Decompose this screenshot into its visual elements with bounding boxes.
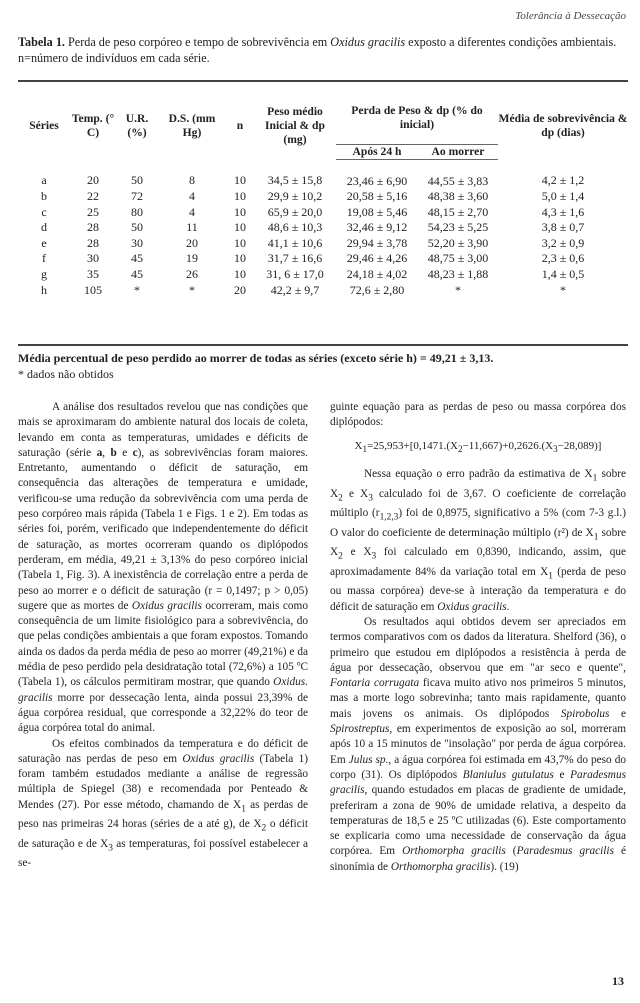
cell-serie: a	[41, 173, 47, 188]
cell-temp: 22	[87, 189, 99, 204]
cell-serie: c	[41, 204, 47, 219]
cell-ds: 20	[186, 235, 198, 250]
cell-ur: 72	[131, 189, 143, 204]
right-paragraph-2: Nessa equação o erro padrão da estimativa de $X_1$ sobre $X_2$ e $X_3$ calculado foi de 3,67. O coeficiente de correlação múltiplo $(r_{1,2,3})$ foi de 0,8975, significativo a 5% (com 7-3 g.l.) O valor do coeficiente de determinação múltiplo (r²) de $X_1$ sobre $X_2$ e $X_3$ foi calculado em 0,8390, indicando, assim, que aproximadamente 84% da variação total em $X_1$ (perda de peso ou massa corpórea) deve-se à interação da temperatura e do déficit de saturação em Oxidus gracilis.	[330, 468, 627, 613]
left-paragraph-1: A análise dos resultados revelou que nas condições que mais se aproximaram do ambiente natural dos locais de coleta, levando em conta as temperaturas, umidades e déficits de saturação (série a, b e c), as sobrevivências foram maiores. Entretanto, aumentando o déficit de saturação, em consequência das alterações de temperatura e umidade, verificou-se uma redução da sobrevivência com uma perda de peso corpóreo mais rápida (Tabela 1 e Figs. 1 e 2). Em todas as séries foi, porém, verificado que independentemente do déficit de saturação, as mortes ocorreram quando os diplópodos perderam, em média, 49,21 ± 3,13% do peso corpóreo inicial (Tabela 1, Fig. 3). A inexistência de correlação entre a perda de peso ao morrer e o déficit de saturação (r = 0,1497; p > 0,05) sugere que as mortes de Oxidus gracilis ocorreram, mais como consequência de um limite fisiológico para a sobrevivência, do que pelas condições ambientais a que foram expostos. Tomando ainda os dados da perda média de peso ao morrer (49,21%) e da média de peso perdido pela desidratação total (72,6%) a 105 ºC (Tabela 1), os cálculos permitiram mostrar, que quando Oxidus. gracilis morre por dessecação lenta, ainda possui 23,39% de água corpórea residual, que corresponde a 32,22% do teor de água corpórea total do animal.	[18, 401, 309, 735]
cell-serie: h	[41, 282, 47, 297]
cell-ur: 45	[131, 267, 143, 282]
cell-ds: 4	[189, 189, 195, 204]
cell-peso: 31, 6 ± 17,0	[266, 267, 324, 282]
cell-peso: 31,7 ± 16,6	[267, 251, 323, 266]
caption-label: Tabela 1.	[18, 35, 65, 49]
cell-serie: g	[41, 267, 47, 282]
cell-n: 10	[234, 173, 246, 188]
cell-ao-morrer: *	[455, 282, 461, 297]
cell-ds: 4	[189, 204, 195, 219]
left-column	[18, 400, 308, 872]
header-peso: Peso médio Inicial & dp (mg)	[265, 104, 325, 146]
cell-serie: f	[42, 251, 46, 266]
cell-temp: 25	[87, 204, 99, 219]
cell-ds: 26	[186, 267, 198, 282]
cell-apos24: 19,08 ± 5,46	[346, 204, 408, 219]
header-temp: Temp. (° C)	[71, 111, 115, 139]
cell-apos24: 20,58 ± 5,16	[346, 189, 408, 204]
right-column	[330, 400, 626, 875]
header-n: n	[236, 118, 244, 132]
cell-peso: 29,9 ± 10,2	[267, 189, 323, 204]
cell-apos24: 32,46 ± 9,12	[346, 220, 408, 235]
cell-apos24: 29,94 ± 3,78	[346, 235, 408, 250]
cell-ur: 50	[131, 173, 143, 188]
cell-media: 2,3 ± 0,6	[541, 251, 585, 266]
cell-media: 3,2 ± 0,9	[541, 235, 585, 250]
cell-peso: 34,5 ± 15,8	[267, 173, 323, 188]
missing-note: * dados não obtidos	[18, 367, 114, 381]
caption-species: Oxidus gracilis	[330, 35, 406, 49]
caption-text-after: exposto a diferentes condições ambientais. n=número de indivíduos em cada série.	[18, 35, 617, 65]
cell-ao-morrer: 48,15 ± 2,70	[427, 204, 489, 219]
cell-serie: e	[41, 235, 47, 250]
table-row	[18, 205, 628, 221]
cell-peso: 65,9 ± 20,0	[267, 204, 323, 219]
table-row	[18, 236, 628, 252]
cell-ds: 11	[186, 220, 198, 235]
cell-ds: 19	[186, 251, 198, 266]
cell-peso: 42,2 ± 9,7	[270, 282, 320, 297]
cell-n: 10	[234, 251, 246, 266]
cell-apos24: 23,46 ± 6,90	[346, 173, 408, 188]
cell-media: 5,0 ± 1,4	[541, 189, 585, 204]
cell-media: 1,4 ± 0,5	[541, 267, 585, 282]
cell-n: 10	[234, 220, 246, 235]
regression-equation: $X_1=25,953+[0,1471.(X_2-11,667)+0,2626.(X_3-28,089)]$	[354, 439, 602, 454]
cell-n: 10	[234, 267, 246, 282]
caption-text-before: Perda de peso corpóreo e tempo de sobrevivência em	[64, 35, 331, 49]
cell-media: 3,8 ± 0,7	[541, 220, 585, 235]
header-ao-morrer: Ao morrer	[418, 144, 498, 159]
cell-ao-morrer: 48,23 ± 1,88	[427, 267, 489, 282]
cell-apos24: 72,6 ± 2,80	[349, 282, 405, 297]
right-paragraph-1: guinte equação para as perdas de peso ou massa corpórea dos diplópodos:	[330, 401, 626, 429]
cell-temp: 28	[87, 220, 99, 235]
cell-temp: 35	[87, 267, 99, 282]
cell-n: 10	[234, 235, 246, 250]
header-perda: Perda de Peso & dp (% do inicial)	[351, 103, 483, 131]
cell-ur: 45	[131, 251, 143, 266]
cell-ds: 8	[189, 173, 195, 188]
table-row	[18, 251, 628, 267]
header-ds: D.S. (mm Hg)	[168, 111, 216, 139]
table-notes	[18, 350, 628, 382]
cell-ao-morrer: 48,38 ± 3,60	[427, 189, 489, 204]
cell-n: 20	[234, 282, 246, 297]
cell-serie: b	[41, 189, 47, 204]
running-head: Tolerância à Dessecação	[515, 10, 626, 22]
header-apos24: Após 24 h	[336, 144, 418, 159]
cell-ao-morrer: 44,55 ± 3,83	[427, 173, 489, 188]
cell-n: 10	[234, 189, 246, 204]
header-serie: Séries	[29, 118, 59, 132]
cell-peso: 41,1 ± 10,6	[267, 235, 323, 250]
cell-ds: *	[189, 282, 195, 297]
table-row	[18, 159, 628, 189]
table-row	[18, 283, 628, 299]
cell-ur: *	[134, 282, 140, 297]
cell-n: 10	[234, 204, 246, 219]
table-bottom-rule	[18, 344, 628, 346]
cell-media: *	[560, 282, 566, 297]
left-paragraph-2: Os efeitos combinados da temperatura e do déficit de saturação nas perdas de peso em Oxidus gracilis (Tabela 1) foram também estudados mediante a análise de regressão múltipla de Spiegel (38) e recomendada por Penteado & Mendes (27). Por esse método, chamando de $X_1$ as perdas de peso nas primeiras 24 horas (séries de a até g), de $X_2$ o déficit de saturação e de $X_3$ as temperaturas, foi possível estabelecer a se-	[18, 737, 309, 870]
table-row	[18, 220, 628, 236]
cell-apos24: 29,46 ± 4,26	[346, 251, 408, 266]
cell-temp: 105	[84, 282, 102, 297]
mean-note: Média percentual de peso perdido ao morrer de todas as séries (exceto série h) = 49,21 ± 3,13.	[18, 351, 494, 365]
data-table	[18, 92, 628, 298]
table-top-rule	[18, 80, 628, 82]
cell-temp: 30	[87, 251, 99, 266]
cell-ur: 30	[131, 235, 143, 250]
table-row	[18, 267, 628, 283]
cell-peso: 48,6 ± 10,3	[267, 220, 323, 235]
table-caption	[18, 34, 626, 66]
cell-ao-morrer: 54,23 ± 5,25	[427, 220, 489, 235]
table-header-row	[18, 92, 628, 144]
cell-ao-morrer: 48,75 ± 3,00	[427, 251, 489, 266]
page-number: 13	[612, 974, 624, 988]
table-row	[18, 189, 628, 205]
cell-serie: d	[41, 220, 47, 235]
header-ur: U.R. (%)	[125, 111, 149, 139]
cell-apos24: 24,18 ± 4,02	[346, 267, 408, 282]
cell-media: 4,3 ± 1,6	[541, 204, 585, 219]
cell-ao-morrer: 52,20 ± 3,90	[427, 235, 489, 250]
cell-temp: 28	[87, 235, 99, 250]
right-paragraph-3: Os resultados aqui obtidos devem ser apreciados em termos comparativos com os dados da literatura. Shelford (36), o primeiro que estudou em diplópodos a resistência à perda de água por dessecação, observou que em "ar seco e quente", Fontaria corrugata ficava muito ativo nos primeiros 5 minutos, mas a morte logo sobrevinha; tanto mais rapidamente, quanto mais jovens os animais. Os diplópodos Spirobolus e Spirostreptus, em experimentos de exposição ao sol, morreram após 10 a 15 minutos de "insolação" por perda de água corpórea. Em Julus sp., a água corpórea foi estimada em 43,7% do peso do corpo (31). Os diplópodos Blaniulus gutulatus e Paradesmus gracilis, quando estudados em placas de gradiente de umidade, preferiram a zona de 90% de umidade relativa, a despeito da temperaturas de 18,5 e 25 ºC utilizadas (6). Este comportamento se explicaria como uma necessidade de conservação da água corpórea. Em Orthomorpha gracilis (Paradesmus gracilis é sinonímia de Orthomorpha gracilis). (19)	[330, 615, 627, 873]
table-body	[18, 159, 628, 298]
cell-temp: 20	[87, 173, 99, 188]
header-media: Média de sobrevivência & dp (dias)	[498, 111, 628, 139]
cell-ur: 80	[131, 204, 143, 219]
cell-ur: 50	[131, 220, 143, 235]
cell-media: 4,2 ± 1,2	[541, 173, 585, 188]
